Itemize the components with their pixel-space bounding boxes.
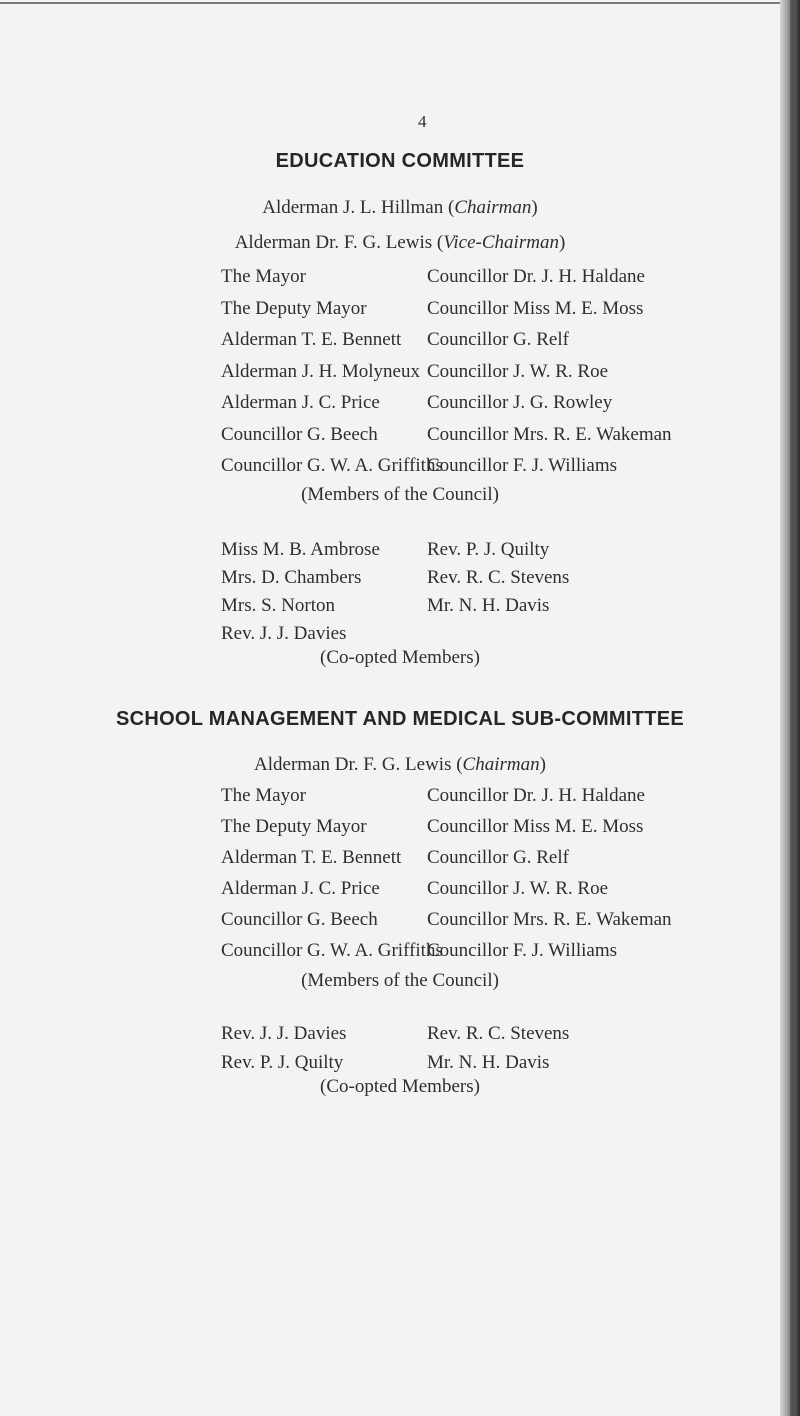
ec-chairman-name: Alderman J. L. Hillman (262, 197, 444, 218)
ec-coopted-caption: (Co-opted Members) (320, 647, 480, 668)
ec-council-member: The Deputy Mayor (221, 297, 367, 319)
sc-council-member: The Mayor (221, 785, 306, 806)
ec-vice-chairman-role: Vice-Chairman (443, 232, 559, 253)
sc-chairman-role: Chairman (462, 754, 540, 775)
ec-council-member: The Mayor (221, 266, 306, 287)
ec-chairman-role: Chairman (454, 197, 532, 218)
sc-council-member: Alderman T. E. Bennett (221, 847, 402, 868)
sc-coopted-member: Rev. R. C. Stevens (427, 1023, 570, 1044)
ec-council-member: Councillor Dr. J. H. Haldane (427, 266, 645, 287)
subcommittee-heading: SCHOOL MANAGEMENT AND MEDICAL SUB-COMMITTEE (115, 708, 685, 730)
ec-council-member: Councillor G. W. A. Griffiths (221, 455, 443, 476)
sc-council-member: Councillor Mrs. R. E. Wakeman (427, 909, 672, 930)
ec-coopted-member: Rev. R. C. Stevens (427, 567, 570, 588)
top-rule (0, 2, 790, 4)
ec-council-member: Councillor Miss M. E. Moss (427, 297, 644, 319)
sc-council-member: Councillor Dr. J. H. Haldane (427, 785, 645, 806)
ec-vice-chairman-name: Alderman Dr. F. G. Lewis (234, 232, 433, 253)
ec-council-member: Councillor J. G. Rowley (427, 392, 613, 413)
ec-council-member: Councillor Mrs. R. E. Wakeman (427, 423, 672, 445)
education-committee-heading: EDUCATION COMMITTEE (275, 150, 525, 172)
ec-council-member: Councillor F. J. Williams (427, 455, 618, 476)
sc-council-member: Councillor F. J. Williams (427, 940, 618, 961)
ec-coopted-member: Rev. J. J. Davies (221, 623, 347, 644)
ec-coopted-member: Rev. P. J. Quilty (427, 539, 550, 560)
sc-council-caption: (Members of the Council) (301, 970, 499, 991)
ec-council-member: Alderman T. E. Bennett (221, 329, 402, 350)
ec-coopted-member: Mr. N. H. Davis (427, 595, 550, 616)
ec-coopted-member: Mrs. S. Norton (221, 595, 336, 616)
sc-council-member: The Deputy Mayor (221, 816, 367, 837)
ec-council-member: Councillor G. Beech (221, 423, 378, 445)
sc-council-member: Councillor G. Relf (427, 847, 569, 868)
ec-council-member: Councillor J. W. R. Roe (427, 360, 609, 382)
sc-council-member: Alderman J. C. Price (221, 878, 380, 899)
sc-coopted-member: Rev. P. J. Quilty (221, 1052, 344, 1073)
ec-vice-chairman-line: Alderman Dr. F. G. Lewis (Vice-Chairman) (234, 232, 566, 253)
page-number: 4 (418, 112, 427, 131)
sc-council-member: Councillor G. W. A. Griffiths (221, 940, 443, 961)
sc-council-member: Councillor Miss M. E. Moss (427, 816, 644, 837)
sc-chairman-name: Alderman Dr. F. G. Lewis (254, 754, 452, 775)
ec-council-member: Alderman J. H. Molyneux (221, 360, 420, 382)
sc-coopted-caption: (Co-opted Members) (320, 1076, 480, 1097)
sc-council-member: Councillor J. W. R. Roe (427, 878, 609, 899)
ec-council-member: Alderman J. C. Price (221, 392, 380, 413)
sc-chairman-line: Alderman Dr. F. G. Lewis (Chairman) (254, 754, 546, 775)
ec-council-caption: (Members of the Council) (301, 484, 499, 505)
ec-council-member: Councillor G. Relf (427, 329, 569, 350)
ec-coopted-member: Miss M. B. Ambrose (221, 539, 380, 560)
ec-chairman-line: Alderman J. L. Hillman (Chairman) (262, 197, 538, 218)
sc-council-member: Councillor G. Beech (221, 909, 378, 930)
ec-coopted-member: Mrs. D. Chambers (221, 567, 362, 588)
sc-coopted-member: Rev. J. J. Davies (221, 1023, 347, 1044)
sc-coopted-member: Mr. N. H. Davis (427, 1052, 550, 1073)
